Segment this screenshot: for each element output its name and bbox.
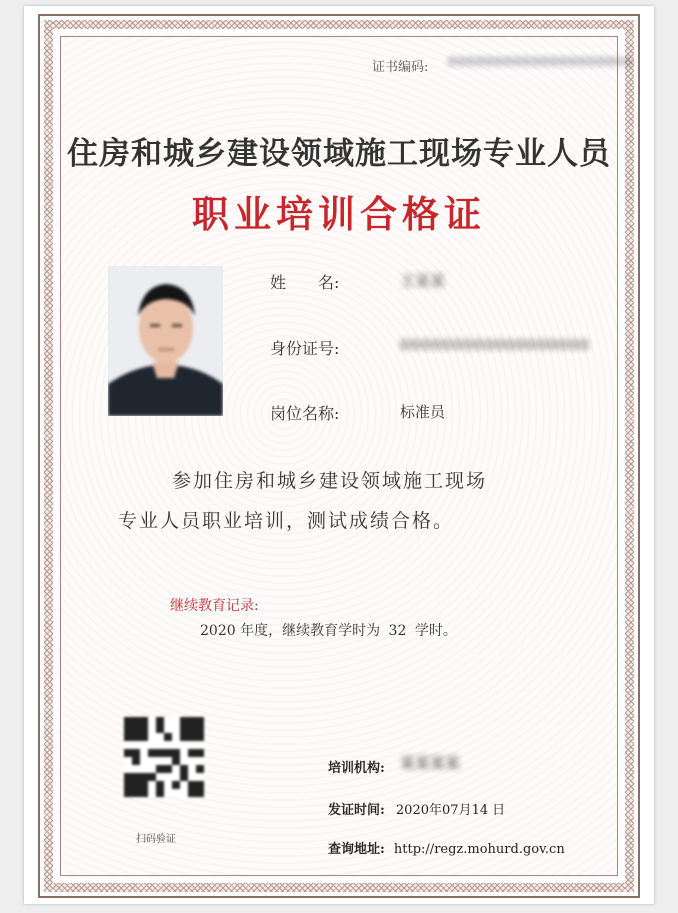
issue-day: 14 <box>471 803 489 818</box>
query-address-label: 查询地址: <box>328 842 385 857</box>
continuing-education-label: 继续教育记录: <box>170 598 259 614</box>
id-number-label: 身份证号: <box>270 339 340 358</box>
certificate-subtitle: 职业培训合格证 <box>192 193 486 236</box>
record-hours: 32 <box>388 623 407 639</box>
position-value: 标准员 <box>400 403 446 421</box>
cert-number-value: 00000000000000000000 <box>448 55 634 70</box>
issue-year-unit: 年 <box>429 803 443 818</box>
issue-day-unit: 日 <box>492 803 506 818</box>
issue-month: 07 <box>442 803 459 818</box>
name-label: 姓 名: <box>270 273 340 292</box>
holder-photo <box>108 266 223 416</box>
query-url-link[interactable]: http://regz.mohurd.gov.cn <box>393 842 565 857</box>
id-number-value: 000000000000000000 <box>400 336 590 354</box>
record-hours-suffix: 学时。 <box>414 623 457 639</box>
statement-line-2: 专业人员职业培训，测试成绩合格。 <box>118 510 455 532</box>
name-value: 王某某 <box>400 272 446 290</box>
qr-code[interactable] <box>124 717 204 797</box>
issue-date <box>328 799 505 818</box>
certificate-title: 住房和城乡建设领域施工现场专业人员 <box>67 136 611 172</box>
cert-number-label: 证书编码: <box>372 60 429 75</box>
issue-month-unit: 月 <box>458 803 472 818</box>
position-label: 岗位名称: <box>270 404 340 423</box>
statement-line-1: 参加住房和城乡建设领域施工现场 <box>172 470 488 492</box>
issue-year: 2020 <box>395 803 429 818</box>
training-org-value: 某某某某 <box>400 754 461 772</box>
scan-verify-label: 扫码验证 <box>136 834 176 845</box>
record-year-suffix: 年度，继续教育学时为 <box>240 623 381 639</box>
record-year: 2020 <box>200 623 236 639</box>
continuing-education-record <box>200 620 457 640</box>
training-org-label: 培训机构: <box>328 761 385 776</box>
query-address <box>328 838 565 857</box>
issue-date-label: 发证时间: <box>328 803 385 818</box>
